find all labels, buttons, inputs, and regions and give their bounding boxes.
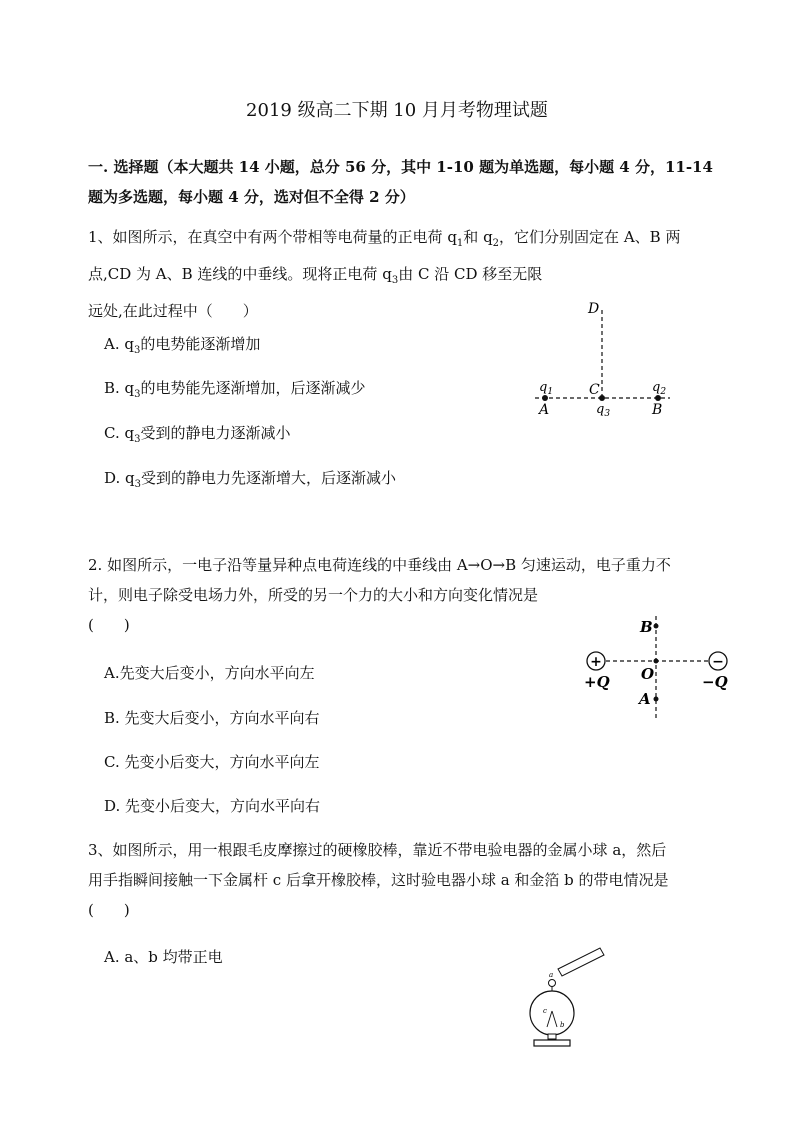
q3-metal-ball bbox=[549, 980, 556, 987]
q1-label-a: A bbox=[539, 402, 550, 418]
q3-stand-neck bbox=[548, 1034, 556, 1039]
q3-electroscope-figure bbox=[520, 945, 610, 1055]
q2-line2: 计，则电子除受电场力外，所受的另一个力的大小和方向变化情况是 bbox=[88, 586, 539, 604]
section-heading bbox=[88, 152, 718, 212]
q1-option-b: B. $q_3$的电势能先逐渐增加，后逐渐减少 bbox=[104, 379, 366, 400]
q1-charge-c-dot bbox=[599, 395, 605, 401]
q3-line3: ( ) bbox=[88, 901, 130, 919]
q1-label-q1: $q_1$ bbox=[539, 380, 554, 397]
q1-figure bbox=[525, 292, 685, 422]
section-heading-line1: 一. 选择题（本大题共 14 小题，总分 56 分，其中 1-10 题为单选题，每小题 4 分，11-14 bbox=[88, 158, 713, 176]
q1-line3: 远处,在此过程中（ ） bbox=[88, 302, 258, 320]
q2-option-b: B. 先变大后变小，方向水平向右 bbox=[104, 709, 320, 727]
q2-line1: 2. 如图所示，一电子沿等量异种点电荷连线的中垂线由 A→O→B 匀速运动，电子重力不 bbox=[88, 556, 671, 574]
q2-point-a-dot bbox=[654, 697, 659, 702]
q3-line2: 用手指瞬间接触一下金属杆 c 后拿开橡胶棒，这时验电器小球 a 和金箔 b 的带电情况是 bbox=[88, 871, 669, 889]
q2-label-a: A bbox=[639, 690, 651, 708]
q2-point-o-dot bbox=[654, 659, 659, 664]
q2-line3: ( ) bbox=[88, 616, 130, 634]
q3-stand-base bbox=[534, 1040, 570, 1046]
q2-option-a: A.先变大后变小，方向水平向左 bbox=[104, 664, 315, 682]
q3-label-a: a bbox=[549, 971, 554, 979]
q2-label-b: B bbox=[640, 618, 653, 636]
question-3-stem bbox=[88, 835, 718, 925]
q1-option-a: A. $q_3$的电势能逐渐增加 bbox=[104, 335, 261, 356]
q1-label-d: D bbox=[588, 301, 600, 317]
q2-option-c: C. 先变小后变大，方向水平向左 bbox=[104, 753, 320, 771]
q2-label-minus-q: −Q bbox=[702, 673, 728, 691]
q3-line1: 3、如图所示，用一根跟毛皮摩擦过的硬橡胶棒，靠近不带电验电器的金属小球 a，然后 bbox=[88, 841, 667, 859]
q2-label-o: O bbox=[641, 665, 655, 683]
q2-plus-sign: + bbox=[590, 654, 602, 670]
q3-glass-jar bbox=[530, 991, 574, 1035]
q2-point-b-dot bbox=[654, 624, 659, 629]
q1-line2: 点,CD 为 A、B 连线的中垂线。现将正电荷 $q_3$由 C 沿 CD 移至无限 bbox=[88, 265, 543, 286]
q1-label-q3: $q_3$ bbox=[596, 402, 611, 419]
q2-minus-sign: − bbox=[712, 654, 724, 670]
section-heading-line2: 题为多选题，每小题 4 分，选对但不全得 2 分） bbox=[88, 188, 415, 206]
q3-label-b: b bbox=[560, 1021, 565, 1029]
q1-label-c: C bbox=[589, 382, 600, 398]
page-title: 2019 级高二下期 10 月月考物理试题 bbox=[246, 100, 548, 121]
q1-label-q2: $q_2$ bbox=[652, 380, 667, 397]
q3-option-a: A. a、b 均带正电 bbox=[104, 948, 223, 966]
q2-label-plus-q: +Q bbox=[584, 673, 610, 691]
q3-rubber-rod bbox=[558, 948, 604, 976]
q1-line1: 1、如图所示，在真空中有两个带相等电荷量的正电荷 $q_1$和 $q_2$，它们分别固定在 A、B 两 bbox=[88, 228, 681, 249]
q1-option-c: C. $q_3$受到的静电力逐渐减小 bbox=[104, 424, 291, 445]
q2-figure bbox=[578, 612, 738, 722]
q1-option-d: D. $q_3$受到的静电力先逐渐增大，后逐渐减小 bbox=[104, 469, 397, 490]
q3-label-c: c bbox=[543, 1007, 547, 1015]
q2-option-d: D. 先变小后变大，方向水平向右 bbox=[104, 797, 321, 815]
q1-label-b: B bbox=[652, 402, 663, 418]
